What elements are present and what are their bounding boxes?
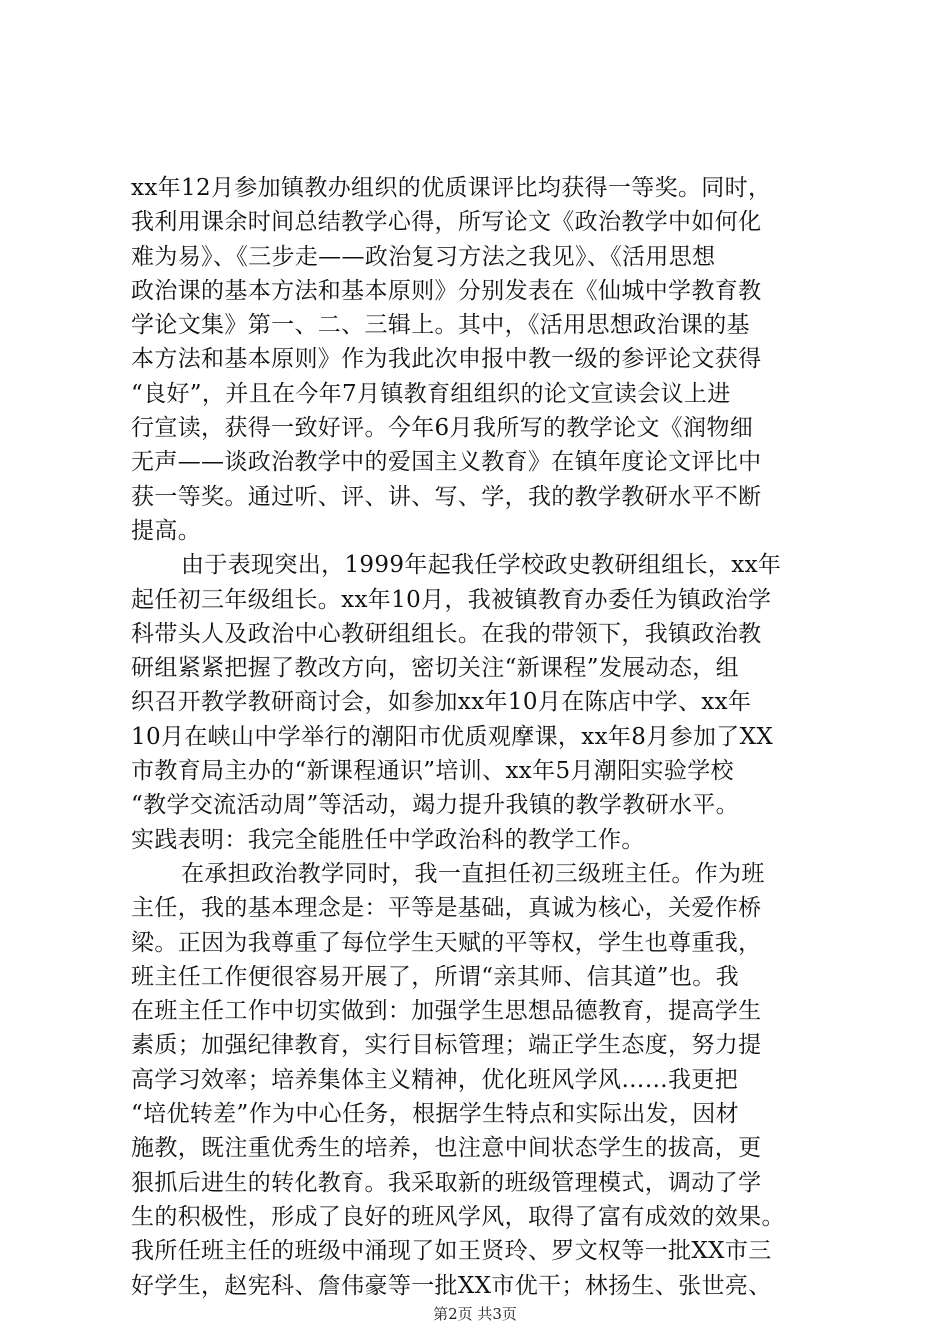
text-line: 起任初三年级组长。xx年10月，我被镇教育办委任为镇政治学 [131, 586, 772, 613]
text-line: 由于表现突出，1999年起我任学校政史教研组组长，xx年 [181, 552, 782, 579]
text-line: 获一等奖。通过听、评、讲、写、学，我的教学教研水平不断 [131, 483, 762, 510]
text-line: 主任，我的基本理念是：平等是基础，真诚为核心，关爱作桥 [131, 895, 762, 922]
text-line: 在承担政治教学同时，我一直担任初三级班主任。作为班 [181, 860, 765, 887]
text-line: 班主任工作便很容易开展了，所谓“亲其师、信其道”也。我 [131, 963, 739, 990]
text-line: 提高。 [131, 517, 202, 544]
text-line: 施教，既注重优秀生的培养，也注意中间状态学生的拔高，更 [131, 1135, 762, 1162]
text-line: “培优转差”作为中心任务，根据学生特点和实际出发，因材 [131, 1101, 739, 1128]
text-line: 政治课的基本方法和基本原则》分别发表在《仙城中学教育教 [131, 277, 762, 304]
text-line: 在班主任工作中切实做到：加强学生思想品德教育，提高学生 [131, 998, 762, 1025]
text-line: 行宣读，获得一致好评。今年6月我所写的教学论文《润物细 [131, 415, 754, 442]
text-line: 市教育局主办的“新课程通识”培训、xx年5月潮阳实验学校 [131, 758, 734, 785]
text-line: 学论文集》第一、二、三辑上。其中，《活用思想政治课的基 [131, 312, 750, 339]
text-line: 织召开教学教研商讨会，如参加xx年10月在陈店中学、xx年 [131, 689, 752, 716]
text-line: 梁。正因为我尊重了每位学生天赋的平等权，学生也尊重我， [131, 929, 762, 956]
text-line: 高学习效率；培养集体主义精神，优化班风学风……我更把 [131, 1066, 739, 1093]
text-line: 我利用课余时间总结教学心得，所写论文《政治教学中如何化 [131, 209, 762, 236]
text-line: “良好”，并且在今年7月镇教育组组织的论文宣读会议上进 [131, 380, 731, 407]
paragraph [131, 857, 831, 1303]
text-line: “教学交流活动周”等活动，竭力提升我镇的教学教研水平。 [131, 792, 739, 819]
text-line: 无声——谈政治教学中的爱国主义教育》在镇年度论文评比中 [131, 449, 762, 476]
text-line: 研组紧紧把握了教改方向，密切关注“新课程”发展动态，组 [131, 655, 739, 682]
paragraph [131, 171, 831, 548]
text-line: 我所任班主任的班级中涌现了如王贤玲、罗文权等一批XX市三 [131, 1238, 772, 1265]
text-line: xx年12月参加镇教办组织的优质课评比均获得一等奖。同时， [131, 175, 772, 201]
text-line: 本方法和基本原则》作为我此次申报中教一级的参评论文获得 [131, 346, 762, 373]
text-line: 好学生，赵宪科、詹伟豪等一批XX市优干；林扬生、张世亮、 [131, 1272, 772, 1299]
text-line: 实践表明：我完全能胜任中学政治科的教学工作。 [131, 826, 645, 853]
page-number-footer: 第2页 共3页 [433, 1305, 517, 1323]
document-body [131, 171, 831, 1303]
paragraph [131, 548, 831, 857]
text-line: 生的积极性，形成了良好的班风学风，取得了富有成效的效果。 [131, 1203, 785, 1230]
text-line: 狠抓后进生的转化教育。我采取新的班级管理模式，调动了学 [131, 1169, 762, 1196]
text-line: 素质；加强纪律教育，实行目标管理；端正学生态度，努力提 [131, 1032, 762, 1059]
text-line: 10月在峡山中学举行的潮阳市优质观摩课，xx年8月参加了XX [131, 723, 774, 750]
text-line: 难为易》、《三步走——政治复习方法之我见》、《活用思想 [131, 243, 716, 270]
text-line: 科带头人及政治中心教研组组长。在我的带领下，我镇政治教 [131, 620, 762, 647]
